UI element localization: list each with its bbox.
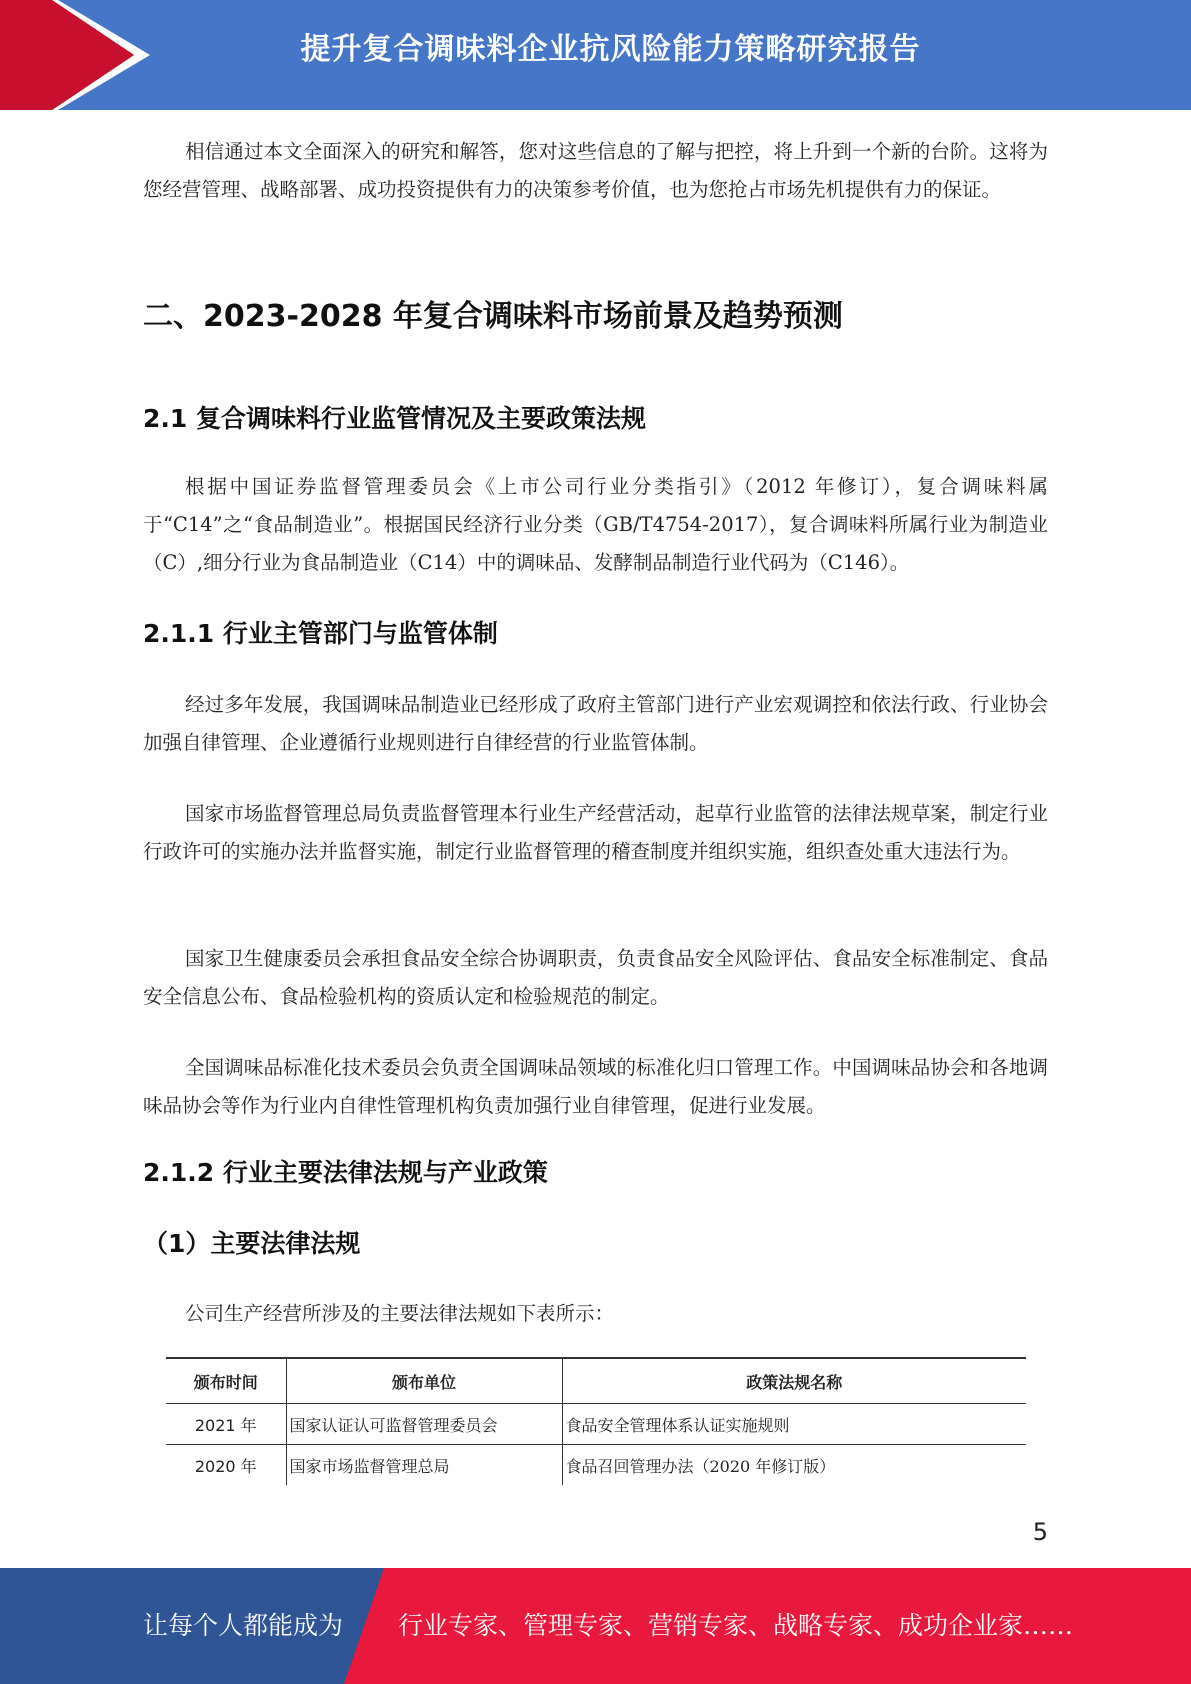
- cell-agency: 国家市场监督管理总局: [286, 1445, 562, 1486]
- subsection-heading-2-1-2: 2.1.2 行业主要法律法规与产业政策: [143, 1158, 548, 1187]
- report-title: 提升复合调味料企业抗风险能力策略研究报告: [300, 32, 921, 67]
- cell-law-name: 食品安全管理体系认证实施规则: [562, 1404, 1026, 1445]
- body-paragraph: 全国调味品标准化技术委员会负责全国调味品领域的标准化归口管理工作。中国调味品协会和各地调味品协会等作为行业内自律性管理机构负责加强行业自律管理，促进行业发展。: [143, 1056, 1048, 1117]
- header-arrow-decoration: [0, 0, 160, 110]
- table-row: [166, 1445, 1026, 1486]
- table-intro: 公司生产经营所涉及的主要法律法规如下表所示：: [185, 1302, 615, 1325]
- page-number: 5: [1032, 1518, 1048, 1546]
- sub-heading-laws: （1）主要法律法规: [143, 1229, 361, 1258]
- laws-table: [166, 1357, 1026, 1485]
- classification-paragraph: 根据中国证券监督管理委员会《上市公司行业分类指引》（2012 年修订），复合调味料属于“C14”之“食品制造业”。根据国民经济行业分类（GB/T4754-2017），复合调味料所属行业为制造业（C）,细分行业为食品制造业（C14）中的调味品、发酵制品制造行业代码为（C146）。: [143, 475, 1048, 574]
- cell-law-name: 食品召回管理办法（2020 年修订版）: [562, 1445, 1026, 1486]
- footer-slogan-right: 行业专家、管理专家、营销专家、战略专家、成功企业家……: [398, 1611, 1074, 1640]
- subsection-heading: 2.1 复合调味料行业监管情况及主要政策法规: [143, 404, 646, 433]
- cell-year: 2021 年: [166, 1404, 286, 1445]
- cell-agency: 国家认证认可监督管理委员会: [286, 1404, 562, 1445]
- table-row: [166, 1404, 1026, 1445]
- footer-slogan-left: 让每个人都能成为: [143, 1611, 344, 1640]
- body-paragraph: 经过多年发展，我国调味品制造业已经形成了政府主管部门进行产业宏观调控和依法行政、行业协会加强自律管理、企业遵循行业规则进行自律经营的行业监管体制。: [143, 693, 1048, 754]
- section-heading: 二、2023-2028 年复合调味料市场前景及趋势预测: [143, 299, 843, 334]
- intro-paragraph: 相信通过本文全面深入的研究和解答，您对这些信息的了解与把控，将上升到一个新的台阶。这将为您经营管理、战略部署、成功投资提供有力的决策参考价值，也为您抢占市场先机提供有力的保证。: [143, 140, 1048, 201]
- body-paragraph: 国家卫生健康委员会承担食品安全综合协调职责，负责食品安全风险评估、食品安全标准制定、食品安全信息公布、食品检验机构的资质认定和检验规范的制定。: [143, 947, 1048, 1008]
- footer-banner: [0, 1568, 1191, 1684]
- table-header-row: [166, 1358, 1026, 1404]
- subsection-heading-2-1-1: 2.1.1 行业主管部门与监管体制: [143, 619, 498, 648]
- header-banner: [0, 0, 1191, 110]
- column-header: 政策法规名称: [562, 1358, 1026, 1404]
- cell-year: 2020 年: [194, 1456, 257, 1476]
- column-header: 颁布时间: [166, 1358, 286, 1404]
- body-paragraph: 国家市场监督管理总局负责监督管理本行业生产经营活动，起草行业监管的法律法规草案，制定行业行政许可的实施办法并监督实施，制定行业监督管理的稽查制度并组织实施，组织查处重大违法行为。: [143, 802, 1048, 863]
- column-header: 颁布单位: [286, 1358, 562, 1404]
